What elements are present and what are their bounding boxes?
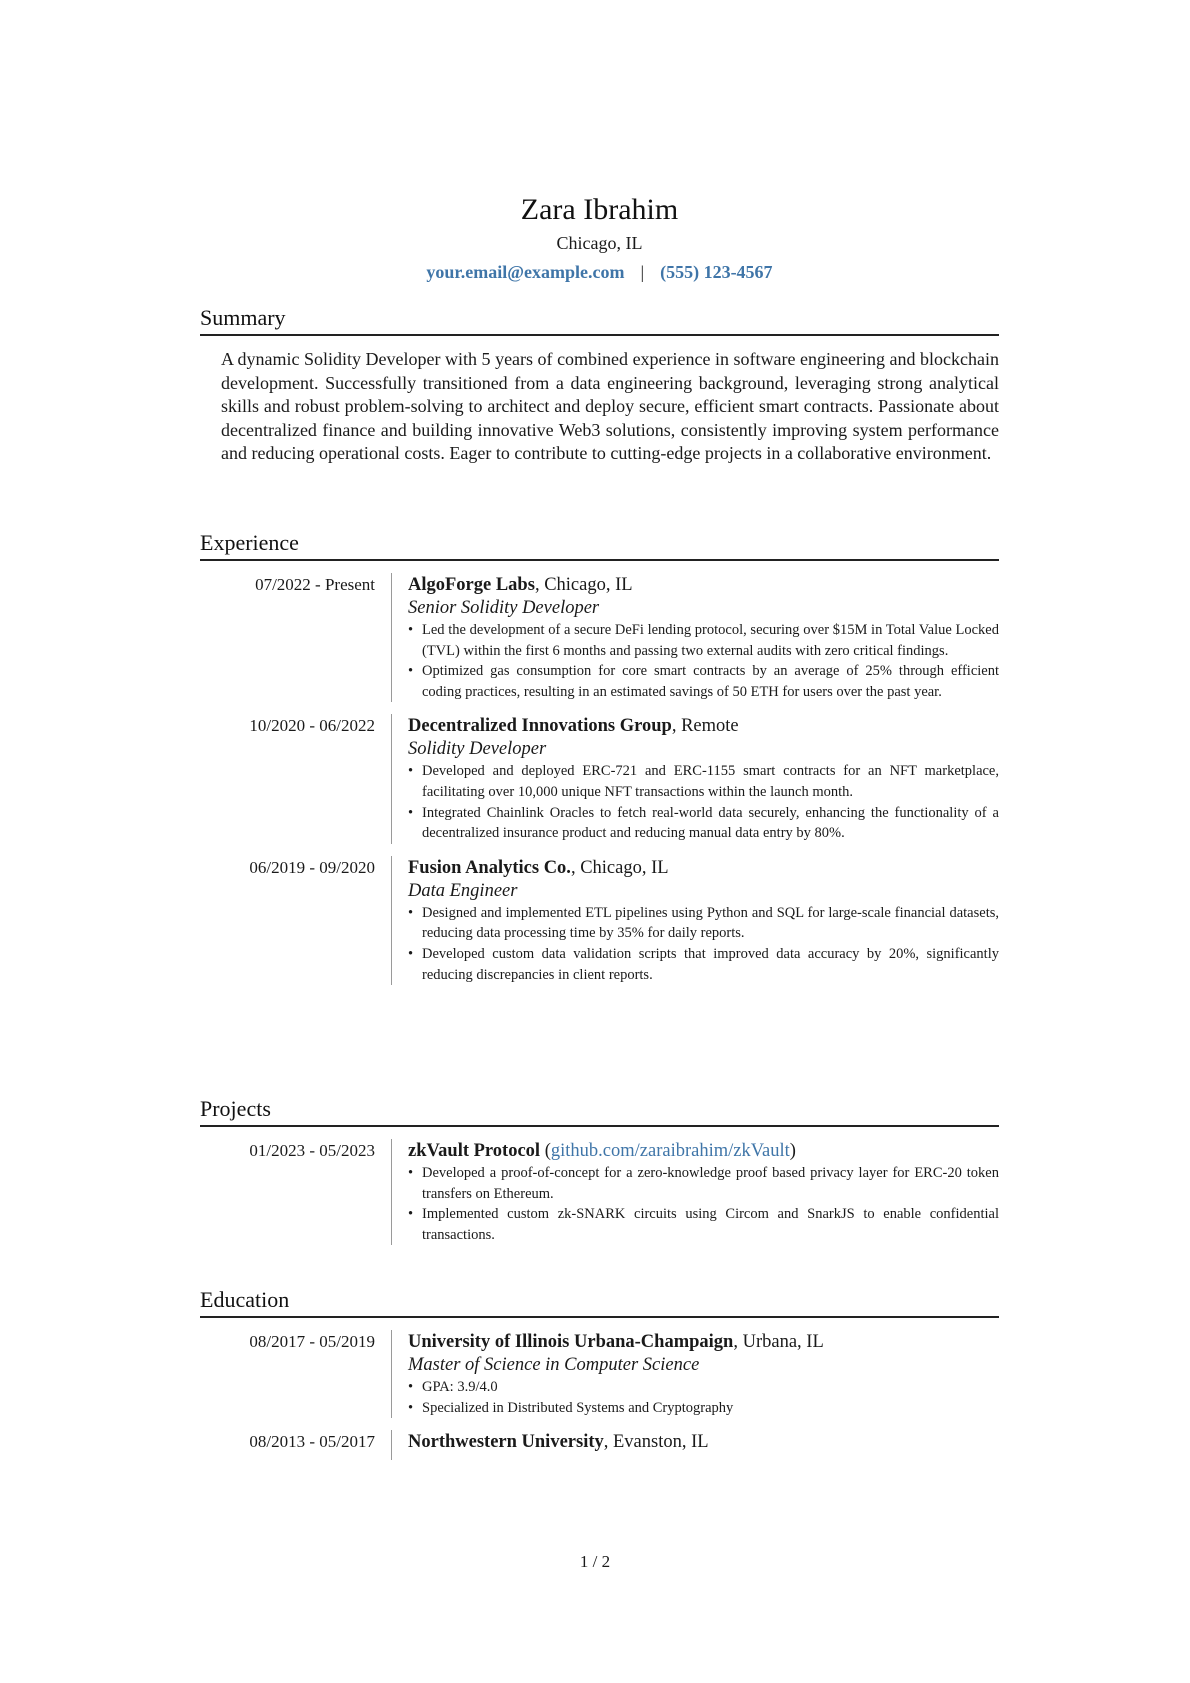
entry-date: 07/2022 - Present	[200, 573, 392, 702]
bullet-item: • Implemented custom zk-SNARK circuits using Circom and SnarkJS to enable confidential transactions.	[408, 1204, 999, 1245]
bullet-item: • Developed custom data validation scripts that improved data accuracy by 20%, significantly reducing discrepancies in client reports.	[408, 944, 999, 985]
entry-org: University of Illinois Urbana-Champaign	[408, 1332, 734, 1352]
candidate-name: Zara Ibrahim	[520, 193, 679, 226]
experience-entry	[200, 573, 999, 702]
projects-section	[200, 1094, 999, 1245]
project-link[interactable]: github.com/zaraibrahim/zkVault	[550, 1141, 790, 1161]
project-entry	[200, 1139, 999, 1245]
summary-section	[200, 303, 999, 466]
entry-org-line	[408, 573, 999, 597]
page-number: 1 / 2	[579, 1552, 611, 1571]
section-title-summary: Summary	[200, 303, 999, 336]
bullet-item: • Optimized gas consumption for core smart contracts by an average of 25% through efficient coding practices, resulting in an estimated savings of 50 ETH for users over the past year.	[408, 661, 999, 702]
bullet-item: • Specialized in Distributed Systems and Cryptography	[408, 1398, 999, 1419]
education-entry	[200, 1430, 999, 1460]
experience-entry	[200, 856, 999, 985]
entry-org-line	[408, 714, 999, 738]
resume-header	[200, 190, 999, 286]
entry-bullets	[408, 620, 999, 702]
entry-location: , Chicago, IL	[570, 857, 669, 878]
entry-bullets	[408, 1163, 999, 1245]
entry-location: , Evanston, IL	[603, 1432, 709, 1453]
entry-date: 10/2020 - 06/2022	[200, 714, 392, 843]
entry-org: AlgoForge Labs	[408, 575, 535, 595]
experience-section	[200, 528, 999, 985]
section-title-education: Education	[200, 1285, 999, 1318]
entry-role: Solidity Developer	[408, 739, 547, 760]
experience-entry	[200, 714, 999, 843]
entry-bullets	[408, 1377, 999, 1418]
entry-body	[392, 714, 999, 843]
bullet-item: • Led the development of a secure DeFi lending protocol, securing over $15M in Total Value Locked (TVL) within the first 6 months and passing two external audits with zero critical findings.	[408, 620, 999, 661]
entry-date: 01/2023 - 05/2023	[200, 1139, 392, 1245]
phone-link[interactable]: (555) 123-4567	[660, 262, 773, 282]
entry-body	[392, 1139, 999, 1245]
entry-degree: Master of Science in Computer Science	[408, 1355, 700, 1375]
entry-org-line	[408, 856, 999, 880]
bullet-item: • Developed a proof-of-concept for a zero-knowledge proof based privacy layer for ERC-20 token transfers on Ethereum.	[408, 1163, 999, 1204]
paren-open: (	[540, 1141, 551, 1161]
entry-date: 08/2013 - 05/2017	[200, 1430, 392, 1460]
entry-body	[392, 1430, 999, 1460]
entry-location: , Chicago, IL	[534, 575, 633, 595]
education-section	[200, 1285, 999, 1460]
entry-org-line	[408, 1330, 999, 1354]
project-name: zkVault Protocol	[408, 1141, 541, 1161]
entry-org: Fusion Analytics Co.	[408, 857, 571, 878]
bullet-item: • Designed and implemented ETL pipelines using Python and SQL for large-scale financial datasets, reducing data processing time by 35% for daily reports.	[408, 903, 999, 944]
entry-date: 06/2019 - 09/2020	[200, 856, 392, 985]
entry-org-line	[408, 1430, 999, 1454]
entry-bullets	[408, 903, 999, 985]
summary-text: A dynamic Solidity Developer with 5 years of combined experience in software engineering and blockchain development. Successfully transitioned from a data engineering background, leveraging strong analytical skills and robust problem-solving to architect and deploy secure, efficient smart contracts. Passionate about decentralized finance and building innovative Web3 solutions, consistently improving system performance and reducing operational costs. Eager to contribute to cutting-edge projects in a collaborative environment.	[221, 349, 999, 463]
entry-body	[392, 1330, 999, 1418]
entry-body	[392, 856, 999, 985]
entry-body	[392, 573, 999, 702]
paren-close: )	[789, 1141, 796, 1161]
section-title-projects: Projects	[200, 1094, 999, 1127]
email-link[interactable]: your.email@example.com	[426, 262, 625, 282]
entry-org-line	[408, 1139, 999, 1163]
entry-role: Data Engineer	[408, 880, 518, 901]
education-entry	[200, 1330, 999, 1418]
bullet-item: • GPA: 3.9/4.0	[408, 1377, 999, 1398]
entry-org: Northwestern University	[408, 1432, 604, 1453]
contact-line	[200, 258, 999, 286]
entry-bullets	[408, 761, 999, 843]
section-title-experience: Experience	[200, 528, 999, 561]
entry-role: Senior Solidity Developer	[408, 598, 600, 618]
entry-date: 08/2017 - 05/2019	[200, 1330, 392, 1418]
candidate-location: Chicago, IL	[556, 233, 643, 253]
contact-separator: |	[640, 262, 645, 282]
entry-location: , Remote	[671, 716, 739, 737]
bullet-item: • Developed and deployed ERC-721 and ERC-1155 smart contracts for an NFT marketplace, facilitating over 10,000 unique NFT transactions within the launch month.	[408, 761, 999, 802]
entry-org: Decentralized Innovations Group	[408, 716, 672, 737]
bullet-item: • Integrated Chainlink Oracles to fetch real-world data securely, enhancing the functionality of a decentralized insurance product and reducing manual data entry by 80%.	[408, 803, 999, 844]
entry-location: , Urbana, IL	[733, 1332, 824, 1352]
